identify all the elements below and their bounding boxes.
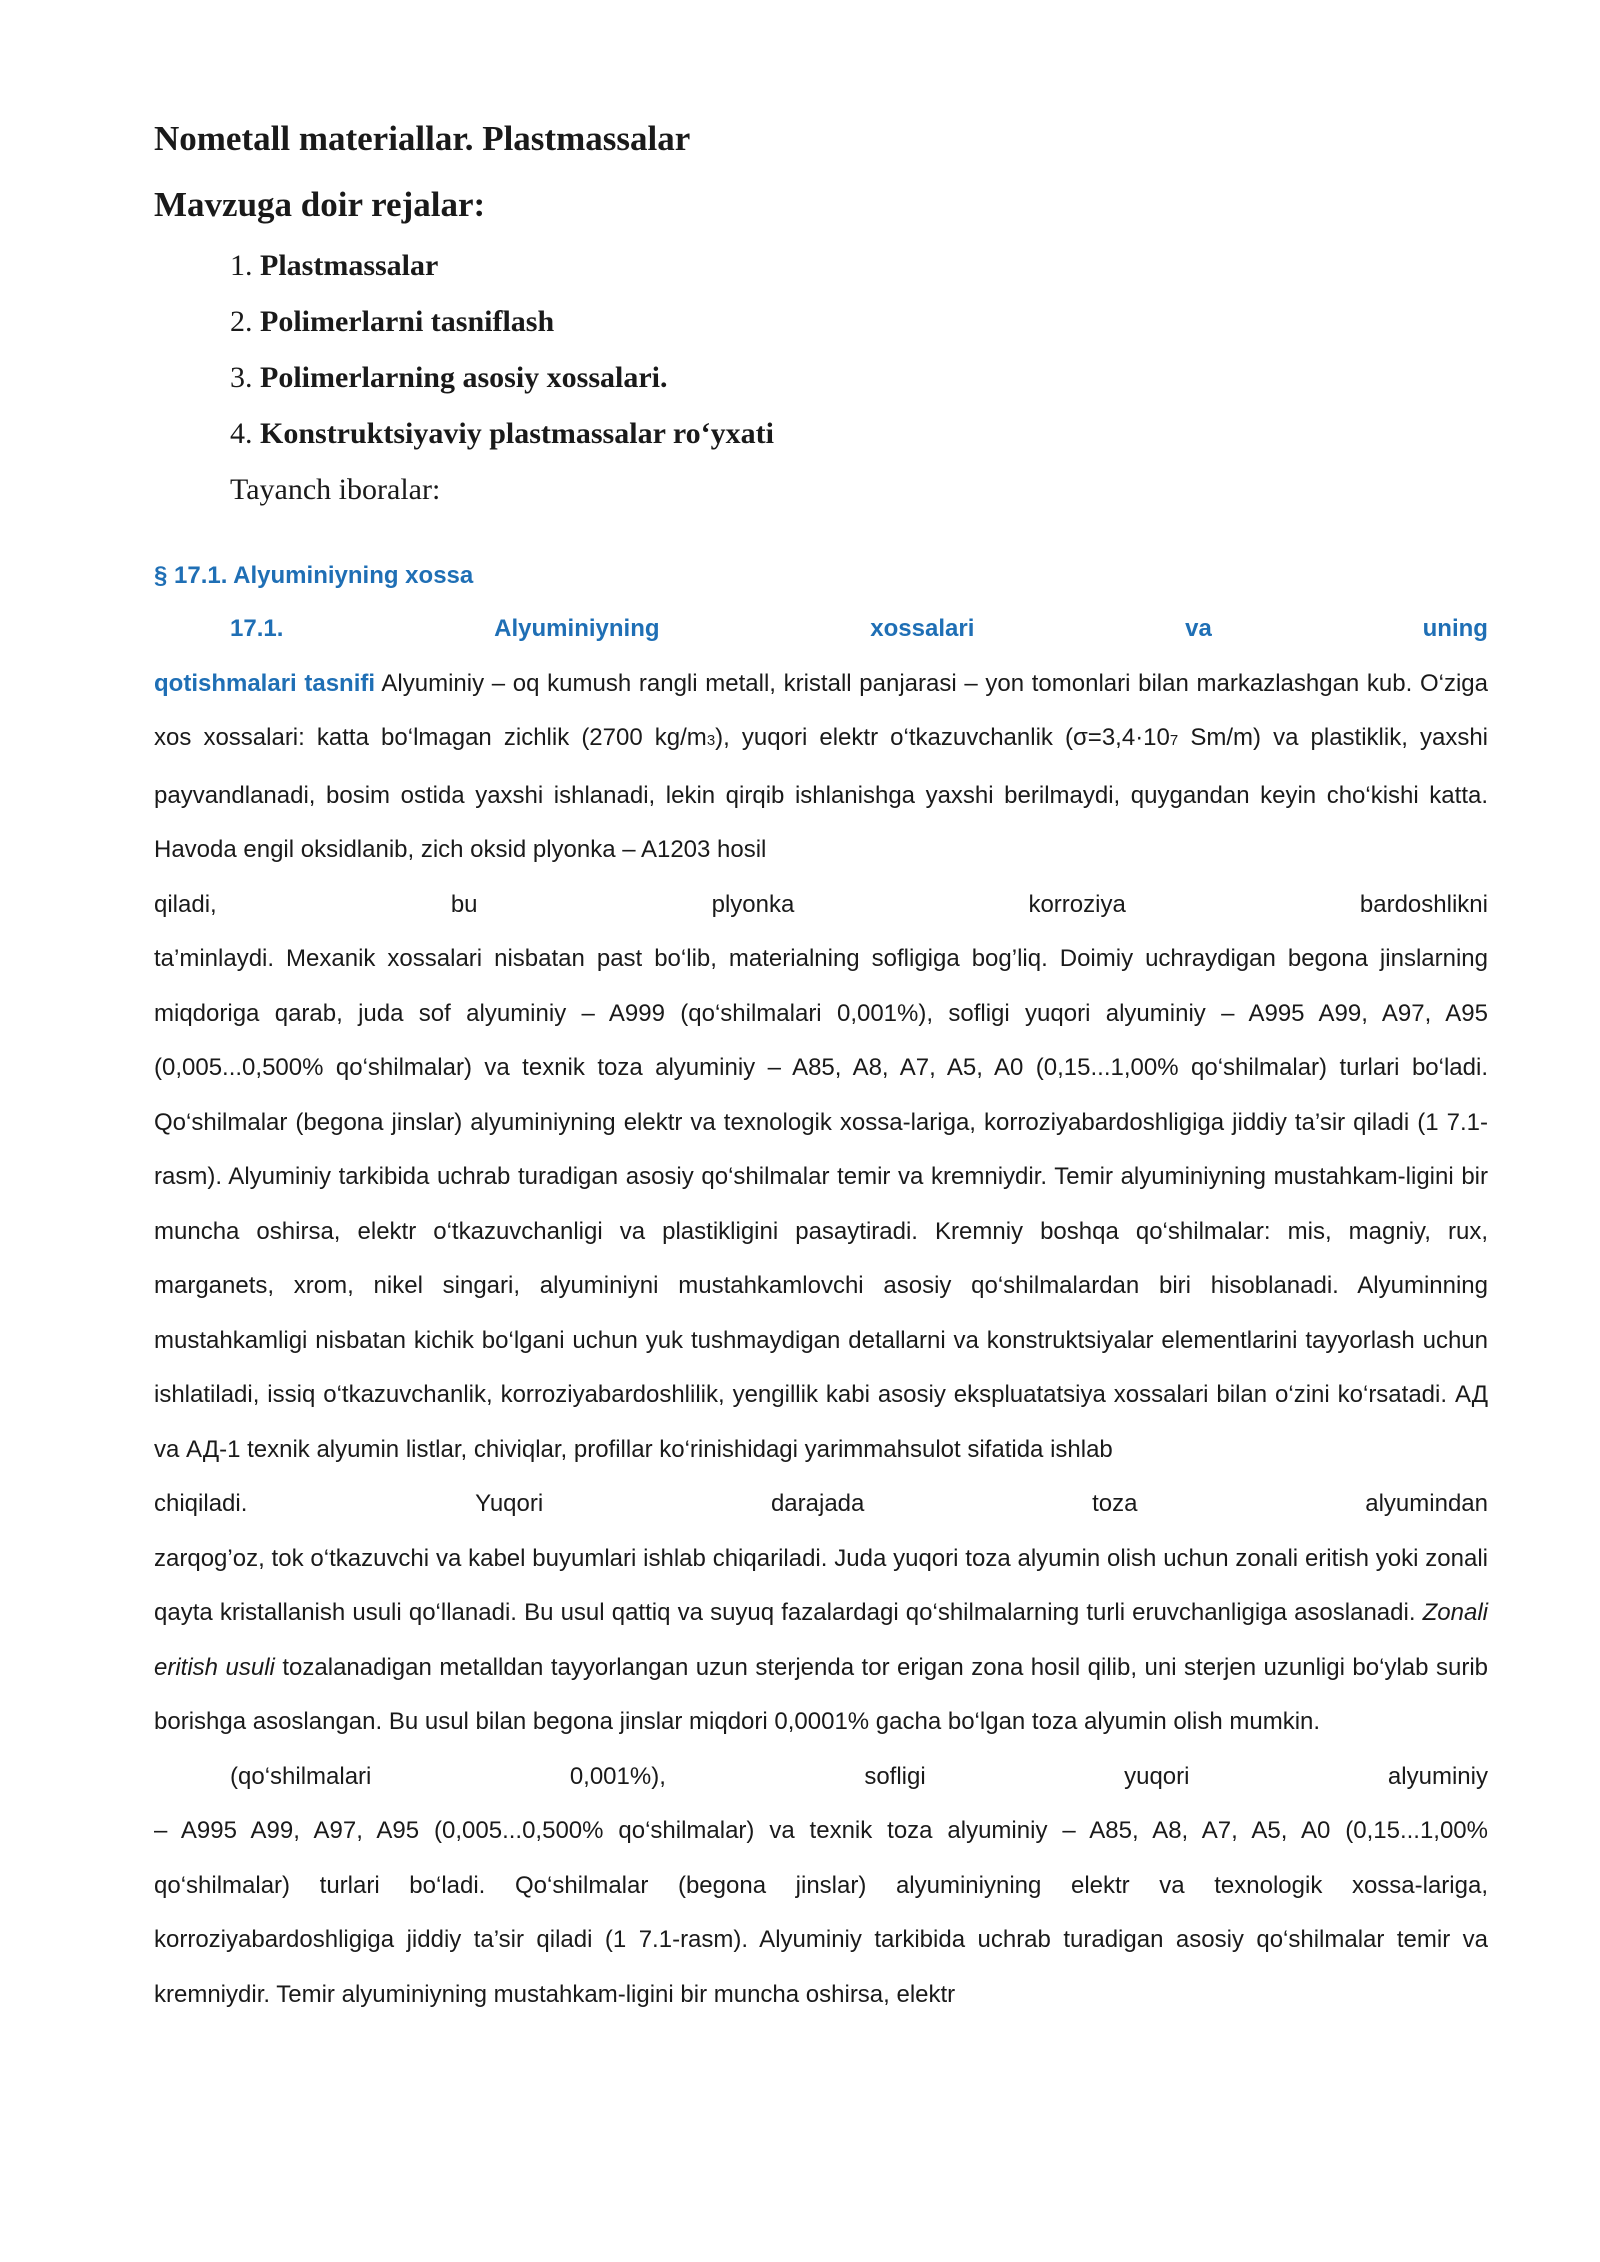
justified-line: chiqiladi. Yuqori darajada toza alyumindan bbox=[154, 1490, 1488, 1517]
keywords-label: Tayanch iboralar: bbox=[230, 473, 441, 506]
paragraph-text: – A995 A99, A97, A95 (0,005...0,500% qo‘shilmalar) va texnik toza alyuminiy – A85, A8, A7, A5, A0 (0,15...1,00% qo‘shilmalar) turlari bo‘ladi. Qo‘shilmalar (begona jinslar) alyuminiyning elektr va texnologik xossa-lariga, korroziyabardoshligiga jiddiy ta’sir qiladi (1 7.1-rasm). Alyuminiy tarkibida uchrab turadigan asosiy qo‘shilmalar temir va kremniydir. Temir alyuminiyning mustahkam-ligini bir muncha oshirsa, elektr bbox=[154, 1817, 1488, 2008]
paragraph-text: qotishmalari tasnifi Alyuminiy – oq kumush rangli metall, kristall panjarasi – yon tomonlari bilan markazlashgan kub. O‘ziga xos xossalari: katta bo‘lmagan zichlik (2700 kg/m3), yuqori elektr o‘tkazuvchanlik (σ=3,4·107 Sm/m) va plastiklik, yaxshi payvandlanadi, bosim ostida yaxshi ishlanadi, lekin qirqib ishlanishga yaxshi berilmaydi, quygandan keyin cho‘kishi katta. Havoda engil oksidlanib, zich oksid plyonka – A1203 hosil bbox=[154, 669, 1489, 863]
plan-item: 1. Plastmassalar bbox=[230, 249, 439, 282]
justified-line: qiladi, bu plyonka korroziya bardoshlikni bbox=[154, 890, 1488, 918]
plan-item: 2. Polimerlarni tasniflash bbox=[230, 305, 555, 338]
plan-heading: Mavzuga doir rejalar: bbox=[154, 185, 486, 224]
section-heading: § 17.1. Alyuminiyning xossa bbox=[154, 562, 474, 589]
document-page bbox=[154, 112, 1488, 2022]
document-title: Nometall materiallar. Plastmassalar bbox=[154, 119, 691, 158]
paragraph-text: zarqog’oz, tok o‘tkazuvchi va kabel buyumlari ishlab chiqariladi. Juda yuqori toza alyumin olish uchun zonali eritish yoki zonali qayta kristallanish usuli qo‘llanadi. Bu usul qattiq va suyuq fazalardagi qo‘shilmalarning turli eruvchanligiga asoslanadi. Zonali eritish usuli tozalanadigan metalldan tayyorlangan uzun sterjenda tor erigan zona hosil qilib, uni sterjen uzunligi bo‘ylab surib borishga asoslangan. Bu usul bilan begona jinslar miqdori 0,0001% gacha bo‘lgan toza alyumin olish mumkin. bbox=[154, 1544, 1489, 1735]
italic-term: Zonali eritish usuli bbox=[154, 1599, 1488, 1681]
plan-item: 4. Konstruktsiyaviy plastmassalar ro‘yxati bbox=[230, 417, 774, 450]
plan-item: 3. Polimerlarning asosiy xossalari. bbox=[230, 361, 668, 394]
plan-list bbox=[154, 238, 1488, 462]
justified-line: (qo‘shilmalari 0,001%), sofligi yuqori alyuminiy bbox=[230, 1762, 1488, 1790]
paragraph-text: ta’minlaydi. Mexanik xossalari nisbatan past bo‘lib, materialning sofligiga bog’liq. Doimiy uchraydigan begona jinslarning miqdoriga qarab, juda sof alyuminiy – A999 (qo‘shilmalari 0,001%), sofligi yuqori alyuminiy – A995 A99, A97, A95 (0,005...0,500% qo‘shilmalar) va texnik toza alyuminiy – A85, A8, A7, A5, A0 (0,15...1,00% qo‘shilmalar) turlari bo‘ladi. Qo‘shilmalar (begona jinslar) alyuminiyning elektr va texnologik xossa-lariga, korroziyabardoshligiga jiddiy ta’sir qiladi (1 7.1-rasm). Alyuminiy tarkibida uchrab turadigan asosiy qo‘shilmalar temir va kremniydir. Temir alyuminiyning mustahkam-ligini bir muncha oshirsa, elektr o‘tkazuvchanligi va plastikligini pasaytiradi. Kremniy boshqa qo‘shilmalar: mis, magniy, rux, marganets, xrom, nikel singari, alyuminiyni mustahkamlovchi asosiy qo‘shilmalardan biri hisoblanadi. Alyuminning mustahkamligi nisbatan kichik bo‘lgani uchun yuk tushmaydigan detallarni va konstruktsiyalar elementlarini tayyorlash uchun ishlatiladi, issiq o‘tkazuvchanlik, korroziyabardoshlilik, yengillik kabi asosiy ekspluatatsiya xossalari bilan o‘zini ko‘rsatadi. АД va АД-1 texnik alyumin listlar, chiviqlar, profillar ko‘rinishidagi yarimmahsulot sifatida ishlab bbox=[154, 945, 1488, 1463]
paragraph-heading-tail: qotishmalari tasnifi bbox=[154, 669, 376, 697]
paragraph-heading-line: 17.1. Alyuminiyning xossalari va uning bbox=[230, 615, 1488, 642]
